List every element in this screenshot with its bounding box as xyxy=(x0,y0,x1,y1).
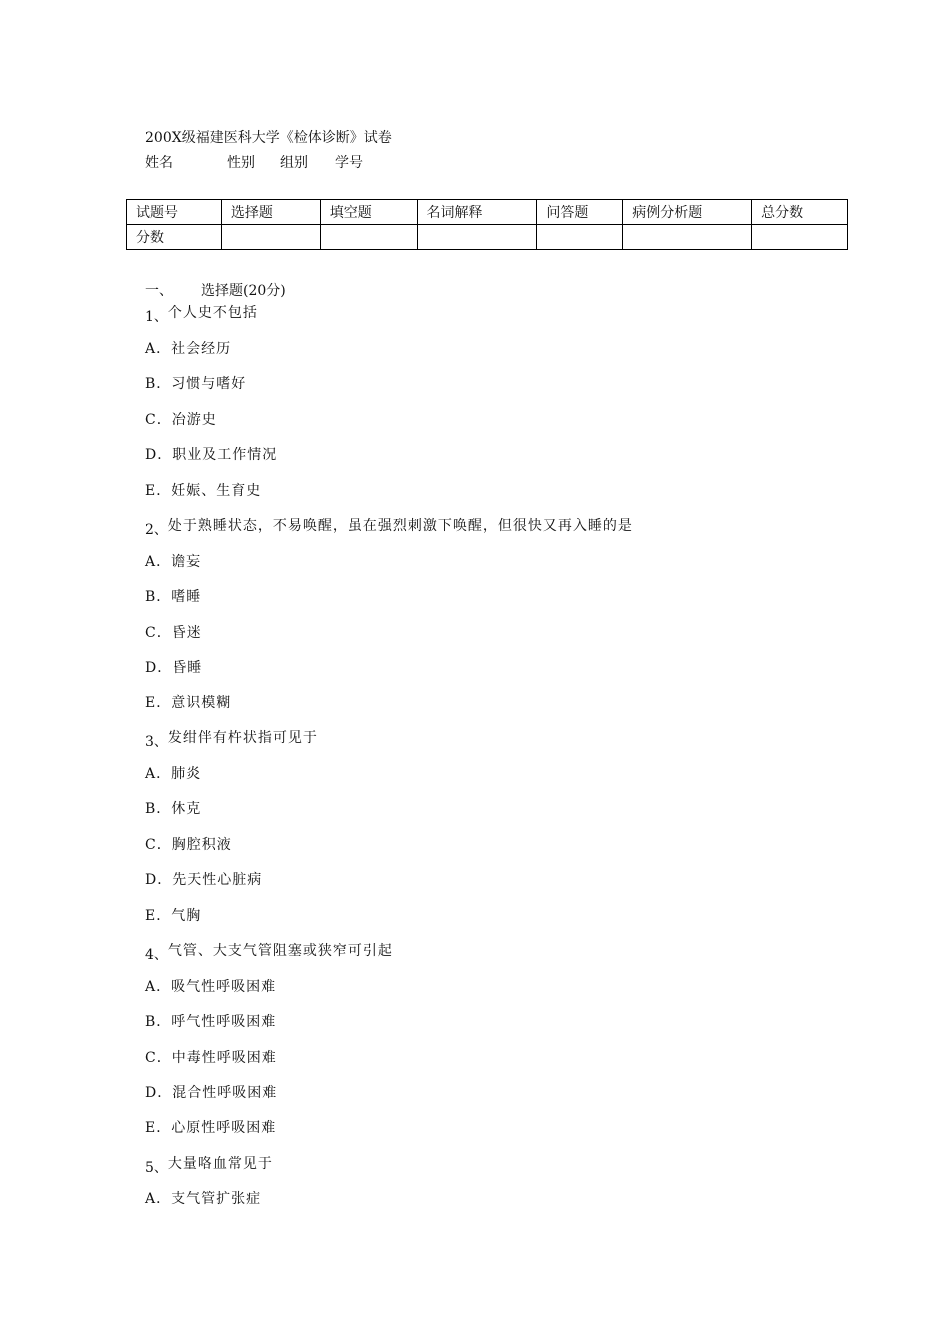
header-cell: 问答题 xyxy=(537,200,623,225)
score-cell xyxy=(221,225,320,250)
header-cell: 病例分析题 xyxy=(623,200,752,225)
score-table-score-row xyxy=(127,225,848,250)
question-number: 1、 xyxy=(145,309,168,325)
answer-option: E．心原性呼吸困难 xyxy=(145,1120,277,1136)
question-number: 2、 xyxy=(145,522,168,538)
question-number: 3、 xyxy=(145,734,168,750)
answer-option: D．昏睡 xyxy=(145,660,203,676)
gender-label: 性别 xyxy=(227,155,255,171)
answer-option: C．昏迷 xyxy=(145,625,202,641)
section-heading xyxy=(145,280,286,300)
answer-option: D．职业及工作情况 xyxy=(145,447,278,463)
answer-option: B．习惯与嗜好 xyxy=(145,376,247,392)
score-cell xyxy=(537,225,623,250)
group-label: 组别 xyxy=(280,155,308,171)
score-row-label: 分数 xyxy=(127,225,222,250)
name-label: 姓名 xyxy=(145,155,173,171)
answer-option: B．呼气性呼吸困难 xyxy=(145,1014,277,1030)
header-cell: 总分数 xyxy=(752,200,848,225)
answer-option: E．意识模糊 xyxy=(145,695,232,711)
question-text: 发绀伴有杵状指可见于 xyxy=(167,730,318,746)
answer-option: B．休克 xyxy=(145,801,202,817)
question-stem xyxy=(145,727,318,751)
question-text: 个人史不包括 xyxy=(167,305,258,321)
answer-option: A．吸气性呼吸困难 xyxy=(145,979,277,995)
question-stem xyxy=(145,302,258,326)
student-id-label: 学号 xyxy=(335,155,363,171)
answer-option: D．混合性呼吸困难 xyxy=(145,1085,278,1101)
header-cell: 填空题 xyxy=(320,200,417,225)
answer-option: D．先天性心脏病 xyxy=(145,872,263,888)
header-cell: 名词解释 xyxy=(417,200,537,225)
exam-title: 200X级福建医科大学《检体诊断》试卷 xyxy=(145,130,392,146)
question-number: 5、 xyxy=(145,1160,168,1176)
question-stem xyxy=(145,940,393,964)
answer-option: E．妊娠、生育史 xyxy=(145,483,262,499)
section-number: 一、 xyxy=(145,283,173,299)
score-cell xyxy=(320,225,417,250)
question-text: 气管、大支气管阻塞或狭窄可引起 xyxy=(167,943,393,959)
score-cell xyxy=(623,225,752,250)
header-cell: 试题号 xyxy=(127,200,222,225)
section-title: 选择题(20分) xyxy=(201,283,286,299)
answer-option: A．谵妄 xyxy=(145,554,202,570)
answer-option: A．社会经历 xyxy=(145,341,232,357)
score-cell xyxy=(752,225,848,250)
answer-option: C．冶游史 xyxy=(145,412,217,428)
answer-option: B．嗜睡 xyxy=(145,589,202,605)
answer-option: E．气胸 xyxy=(145,908,202,924)
question-stem xyxy=(145,1153,273,1177)
score-table xyxy=(126,199,848,250)
score-cell xyxy=(417,225,537,250)
answer-option: A．支气管扩张症 xyxy=(145,1191,262,1207)
answer-option: A．肺炎 xyxy=(145,766,202,782)
answer-option: C．胸腔积液 xyxy=(145,837,232,853)
answer-option: C．中毒性呼吸困难 xyxy=(145,1050,277,1066)
question-text: 大量咯血常见于 xyxy=(167,1156,273,1172)
question-number: 4、 xyxy=(145,947,168,963)
question-text: 处于熟睡状态，不易唤醒，虽在强烈刺激下唤醒，但很快又再入睡的是 xyxy=(167,518,633,534)
question-stem xyxy=(145,515,633,539)
header-cell: 选择题 xyxy=(221,200,320,225)
score-table-header-row xyxy=(127,200,848,225)
